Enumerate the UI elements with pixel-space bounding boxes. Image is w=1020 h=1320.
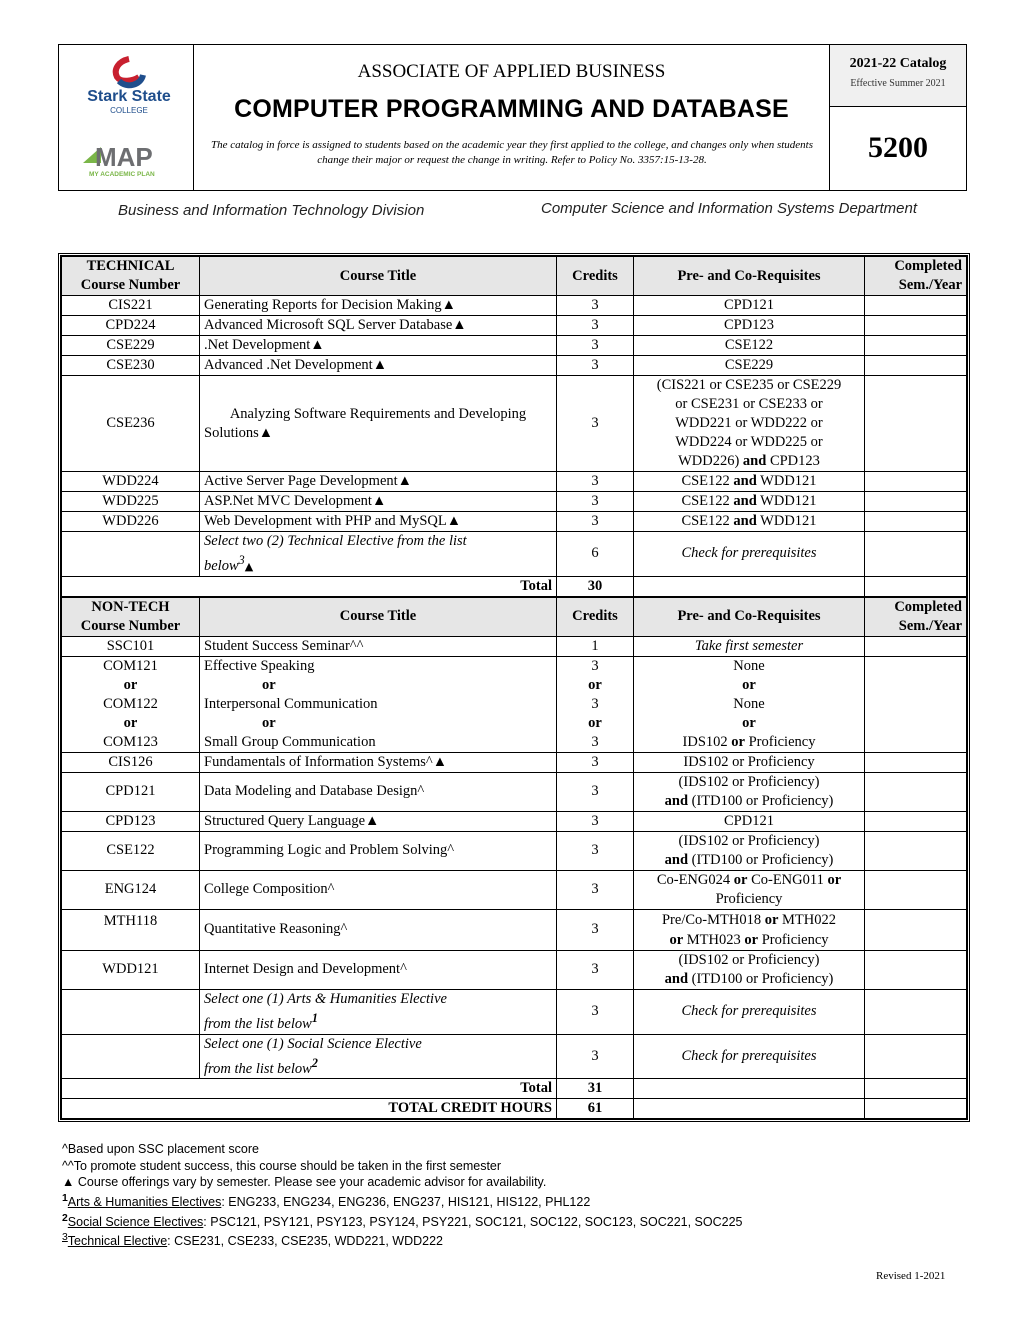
course-credits: 3 xyxy=(557,831,634,870)
prereq-line: (ITD100 or Proficiency) xyxy=(691,851,834,868)
course-number-header: Course Number xyxy=(80,617,181,634)
empty-cell xyxy=(634,1079,865,1099)
course-credits: 3 xyxy=(557,1034,634,1079)
footnote xyxy=(62,1230,962,1250)
prereq-and: and xyxy=(664,851,689,868)
table-row xyxy=(62,1034,967,1079)
nontech-total-row xyxy=(62,1079,967,1099)
total-label: Total xyxy=(62,1079,557,1099)
table-row xyxy=(62,772,967,811)
prereq-part: WDD121 xyxy=(760,493,817,509)
completed-cell[interactable] xyxy=(865,336,967,356)
completed-cell[interactable] xyxy=(865,376,967,472)
course-prereq xyxy=(634,950,865,989)
table-row xyxy=(62,909,967,950)
footnote xyxy=(62,1211,962,1231)
completed-cell[interactable] xyxy=(865,532,967,577)
completed-cell[interactable] xyxy=(865,356,967,376)
completed-cell[interactable] xyxy=(865,752,967,772)
footnote-ref: 3 xyxy=(238,553,245,567)
com-number: COM121 xyxy=(103,657,158,674)
course-credits: 3 xyxy=(557,356,634,376)
course-title xyxy=(200,532,557,577)
elective-line: Select one (1) Social Science Elective xyxy=(204,1035,422,1052)
triangle-icon: ▲ xyxy=(244,559,254,573)
revision-date: Revised 1-2021 xyxy=(876,1270,946,1282)
prereq-part: Co-ENG024 xyxy=(656,871,731,888)
course-prereq: Check for prerequisites xyxy=(634,532,865,577)
program-number: 5200 xyxy=(868,131,928,164)
course-title: Internet Design and Development^ xyxy=(200,950,557,989)
nontech-header-row xyxy=(62,597,967,637)
table-row xyxy=(62,356,967,376)
course-number xyxy=(62,532,200,577)
course-number: WDD225 xyxy=(62,492,200,512)
course-number: CSE229 xyxy=(62,336,200,356)
division-name: Business and Information Technology Division xyxy=(118,202,425,219)
footnote-num: 2 xyxy=(62,1212,68,1224)
footnote: ^^To promote student success, this course should be taken in the first semester xyxy=(62,1158,502,1173)
com-prereq: None xyxy=(733,657,765,674)
course-prereq: CPD121 xyxy=(634,296,865,316)
com-credits: 3 xyxy=(591,695,599,712)
course-title-line: Analyzing Software Requirements and Developing xyxy=(229,405,527,422)
footnote-ref: 1 xyxy=(311,1010,318,1025)
prereq-line: CPD123 xyxy=(769,453,820,469)
or-label: or xyxy=(588,676,602,693)
catalog-policy: The catalog in force is assigned to students based on the academic year they first applied to the college, and changes only when students change their major or request the change in writing. Refer to Policy No. 3357:15-13-28. xyxy=(210,139,814,166)
completed-cell[interactable] xyxy=(865,492,967,512)
course-prereq xyxy=(634,772,865,811)
course-prereq: CPD121 xyxy=(634,811,865,831)
completed-header: Completed xyxy=(894,598,962,615)
course-title: Student Success Seminar^^ xyxy=(200,636,557,656)
empty-cell xyxy=(634,1099,865,1119)
course-title: Structured Query Language▲ xyxy=(200,811,557,831)
footnote-label: Arts & Humanities Electives xyxy=(67,1194,222,1209)
prereq-and: and xyxy=(664,970,689,987)
credits-header: Credits xyxy=(557,597,634,637)
course-credits: 3 xyxy=(557,316,634,336)
course-number: WDD121 xyxy=(62,950,200,989)
or-label: or xyxy=(742,714,756,731)
map-logo xyxy=(81,143,176,179)
course-title xyxy=(200,1034,557,1079)
course-prereq xyxy=(634,472,865,492)
elective-line: Select two (2) Technical Elective from the list xyxy=(204,533,467,549)
or-label: or xyxy=(123,714,138,731)
prereq-line: (ITD100 or Proficiency) xyxy=(691,970,834,987)
course-title xyxy=(200,656,557,752)
total-credits: 31 xyxy=(557,1079,634,1099)
elective-line: from the list below xyxy=(204,1060,312,1077)
course-prereq: Take first semester xyxy=(634,636,865,656)
prereq-line: WDD226) xyxy=(678,453,740,469)
empty-cell xyxy=(865,1079,967,1099)
prereq-part: Pre/Co-MTH018 xyxy=(661,911,762,928)
course-number: CPD121 xyxy=(62,772,200,811)
program-header xyxy=(58,44,967,191)
course-number: CSE230 xyxy=(62,356,200,376)
table-row xyxy=(62,870,967,909)
completed-cell[interactable] xyxy=(865,512,967,532)
course-credits: 1 xyxy=(557,636,634,656)
course-number: WDD226 xyxy=(62,512,200,532)
course-prereq xyxy=(634,831,865,870)
table-row xyxy=(62,752,967,772)
course-title-line: Solutions▲ xyxy=(204,424,274,441)
department-name: Computer Science and Information Systems Department xyxy=(541,200,918,217)
or-label: or xyxy=(262,676,276,693)
prereq-header: Pre- and Co-Requisites xyxy=(634,257,865,296)
table-row xyxy=(62,336,967,356)
college-sub: COLLEGE xyxy=(110,106,148,115)
com-title: Effective Speaking xyxy=(204,657,315,674)
table-row xyxy=(62,316,967,336)
course-credits: 3 xyxy=(557,512,634,532)
footnote-num: 3 xyxy=(62,1232,68,1244)
table-row xyxy=(62,989,967,1034)
technical-total-row xyxy=(62,576,967,597)
course-title: Active Server Page Development▲ xyxy=(200,472,557,492)
prereq-part: Co-ENG011 xyxy=(751,871,824,888)
com-prereq: IDS102 xyxy=(682,733,728,750)
course-title xyxy=(200,989,557,1034)
or-label: or xyxy=(669,931,684,948)
completed-cell[interactable] xyxy=(865,472,967,492)
prereq-line: WDD221 or WDD222 or xyxy=(675,415,823,431)
course-prereq xyxy=(634,870,865,909)
course-title xyxy=(200,376,557,472)
com-prereq: None xyxy=(733,695,765,712)
course-credits: 3 xyxy=(557,870,634,909)
table-row xyxy=(62,376,967,472)
prereq-part: CSE122 xyxy=(681,493,730,509)
or-label: or xyxy=(733,871,748,888)
completed-cell[interactable] xyxy=(865,636,967,656)
course-credits: 3 xyxy=(557,772,634,811)
or-label: or xyxy=(742,676,756,693)
course-title: Quantitative Reasoning^ xyxy=(200,909,557,950)
elective-line: Select one (1) Arts & Humanities Elective xyxy=(204,990,447,1007)
footnote-ref: 2 xyxy=(311,1055,318,1070)
course-prereq: CSE229 xyxy=(634,356,865,376)
com-prereq: Proficiency xyxy=(748,733,816,750)
course-number: CSE122 xyxy=(62,831,200,870)
map-logo-sub: MY ACADEMIC PLAN xyxy=(89,171,155,178)
prereq-and: and xyxy=(733,493,757,509)
logo-panel xyxy=(59,45,194,190)
course-number: CPD224 xyxy=(62,316,200,336)
catalog-year-box xyxy=(829,45,966,107)
table-row xyxy=(62,492,967,512)
course-credits: 3 xyxy=(557,376,634,472)
course-number: CIS221 xyxy=(62,296,200,316)
prereq-and: and xyxy=(733,513,757,529)
prereq-part: MTH023 xyxy=(686,931,741,948)
sem-year-header: Sem./Year xyxy=(898,617,962,634)
course-credits: 3 xyxy=(557,950,634,989)
course-prereq xyxy=(634,656,865,752)
prereq-part: Proficiency xyxy=(715,890,783,907)
prereq-part: WDD121 xyxy=(760,513,817,529)
grand-total-row xyxy=(62,1099,967,1119)
course-credits: 6 xyxy=(557,532,634,577)
prereq-part: WDD121 xyxy=(760,473,817,489)
grand-total-label: TOTAL CREDIT HOURS xyxy=(62,1099,557,1119)
com-title: Small Group Communication xyxy=(204,733,376,750)
course-title: College Composition^ xyxy=(200,870,557,909)
footnote xyxy=(62,1191,962,1211)
course-number: SSC101 xyxy=(62,636,200,656)
course-number: WDD224 xyxy=(62,472,200,492)
course-prereq: Check for prerequisites xyxy=(634,1034,865,1079)
course-number: CSE236 xyxy=(62,376,200,472)
effective-date: Effective Summer 2021 xyxy=(850,78,946,89)
or-label: or xyxy=(764,911,779,928)
or-label: or xyxy=(744,931,759,948)
course-title: Advanced .Net Development▲ xyxy=(200,356,557,376)
course-table xyxy=(58,253,970,1122)
completed-cell[interactable] xyxy=(865,831,967,870)
prereq-part: MTH022 xyxy=(782,911,836,928)
course-title: Programming Logic and Problem Solving^ xyxy=(200,831,557,870)
course-number: CIS126 xyxy=(62,752,200,772)
table-row xyxy=(62,532,967,577)
sem-year-header: Sem./Year xyxy=(898,277,962,293)
course-title: Web Development with PHP and MySQL▲ xyxy=(200,512,557,532)
prereq-line: or CSE231 or CSE233 or xyxy=(675,396,823,412)
footnote: ▲ Course offerings vary by semester. Please see your academic advisor for availability. xyxy=(62,1175,547,1190)
course-title-header: Course Title xyxy=(200,597,557,637)
empty-cell xyxy=(634,576,865,597)
completed-cell[interactable] xyxy=(865,950,967,989)
degree-title: ASSOCIATE OF APPLIED BUSINESS xyxy=(357,61,666,82)
com-title: Interpersonal Communication xyxy=(204,695,378,712)
com-number: COM122 xyxy=(103,695,158,712)
footnote-list: : CSE231, CSE233, CSE235, WDD221, WDD222 xyxy=(167,1234,443,1249)
completed-cell[interactable] xyxy=(865,296,967,316)
com-credits: 3 xyxy=(591,733,599,750)
completed-header: Completed xyxy=(894,258,962,274)
prereq-line: (ITD100 or Proficiency) xyxy=(691,792,834,809)
prereq-part: CSE122 xyxy=(681,473,730,489)
or-label: or xyxy=(827,871,842,888)
table-row xyxy=(62,512,967,532)
course-credits: 3 xyxy=(557,811,634,831)
or-label: or xyxy=(123,676,138,693)
credits-header: Credits xyxy=(557,257,634,296)
course-title: Advanced Microsoft SQL Server Database▲ xyxy=(200,316,557,336)
prereq-line: (CIS221 or CSE235 or CSE229 xyxy=(656,377,842,393)
completed-cell[interactable] xyxy=(865,909,967,950)
table-row xyxy=(62,296,967,316)
table-row xyxy=(62,831,967,870)
completed-cell[interactable] xyxy=(865,772,967,811)
course-prereq xyxy=(634,909,865,950)
course-number: ENG124 xyxy=(62,870,200,909)
course-credits: 3 xyxy=(557,752,634,772)
table-row xyxy=(62,656,967,752)
prereq-and: and xyxy=(664,792,689,809)
empty-cell xyxy=(865,1099,967,1119)
footnote-num: 1 xyxy=(62,1192,68,1204)
course-title: Fundamentals of Information Systems^▲ xyxy=(200,752,557,772)
course-title: .Net Development▲ xyxy=(200,336,557,356)
prereq-part: Proficiency xyxy=(761,931,829,948)
completed-cell[interactable] xyxy=(865,989,967,1034)
course-title: ASP.Net MVC Development▲ xyxy=(200,492,557,512)
or-label: or xyxy=(588,714,602,731)
completed-cell[interactable] xyxy=(865,656,967,752)
stark-state-logo xyxy=(79,55,179,117)
table-row xyxy=(62,950,967,989)
nontech-label: NON-TECH xyxy=(91,598,170,615)
footnotes xyxy=(62,1141,962,1250)
course-title: Generating Reports for Decision Making▲ xyxy=(200,296,557,316)
course-title: Data Modeling and Database Design^ xyxy=(200,772,557,811)
program-number-box xyxy=(829,107,966,190)
course-number: CPD123 xyxy=(62,811,200,831)
course-prereq: CPD123 xyxy=(634,316,865,336)
college-name: Stark State xyxy=(87,88,171,105)
program-title: COMPUTER PROGRAMMING AND DATABASE xyxy=(234,95,789,123)
prereq-part: CSE122 xyxy=(681,513,730,529)
course-credits xyxy=(557,656,634,752)
course-credits: 3 xyxy=(557,492,634,512)
prereq-line: WDD224 or WDD225 or xyxy=(675,434,823,450)
catalog-year: 2021-22 Catalog xyxy=(849,56,947,71)
completed-cell[interactable] xyxy=(865,811,967,831)
course-number: MTH118 xyxy=(62,909,200,950)
course-number-header: Course Number xyxy=(80,277,181,293)
or-label: or xyxy=(262,714,276,731)
com-number: COM123 xyxy=(103,733,158,750)
prereq-line: (IDS102 or Proficiency) xyxy=(678,951,820,968)
completed-cell[interactable] xyxy=(865,316,967,336)
footnote-label: Social Science Electives xyxy=(67,1214,204,1229)
course-prereq: Check for prerequisites xyxy=(634,989,865,1034)
prereq-line: (IDS102 or Proficiency) xyxy=(678,832,820,849)
footnote-list: : PSC121, PSY121, PSY123, PSY124, PSY221, SOC121, SOC122, SOC123, SOC221, SOC225 xyxy=(203,1214,743,1229)
footnote-list: : ENG233, ENG234, ENG236, ENG237, HIS121, HIS122, PHL122 xyxy=(221,1194,591,1209)
elective-line: below xyxy=(204,557,239,574)
completed-cell[interactable] xyxy=(865,1034,967,1079)
prereq-and: and xyxy=(742,453,767,469)
course-credits: 3 xyxy=(557,472,634,492)
com-credits: 3 xyxy=(591,657,599,674)
course-credits: 3 xyxy=(557,336,634,356)
empty-cell xyxy=(865,576,967,597)
technical-header-row xyxy=(62,257,967,296)
table-row xyxy=(62,636,967,656)
course-number xyxy=(62,1034,200,1079)
completed-cell[interactable] xyxy=(865,870,967,909)
map-logo-text: MAP xyxy=(95,143,153,172)
total-label: Total xyxy=(62,576,557,597)
course-credits: 3 xyxy=(557,909,634,950)
elective-line: from the list below xyxy=(204,1015,312,1032)
course-number xyxy=(62,989,200,1034)
course-title-header: Course Title xyxy=(200,257,557,296)
grand-total-credits: 61 xyxy=(557,1099,634,1119)
course-credits: 3 xyxy=(557,989,634,1034)
technical-label: TECHNICAL xyxy=(86,258,175,274)
course-credits: 3 xyxy=(557,296,634,316)
course-number xyxy=(62,656,200,752)
course-prereq xyxy=(634,512,865,532)
prereq-line: (IDS102 or Proficiency) xyxy=(678,773,820,790)
prereq-header: Pre- and Co-Requisites xyxy=(634,597,865,637)
or-label: or xyxy=(731,733,745,750)
total-credits: 30 xyxy=(557,576,634,597)
course-prereq: CSE122 xyxy=(634,336,865,356)
footnote: ^Based upon SSC placement score xyxy=(62,1142,259,1156)
course-prereq xyxy=(634,492,865,512)
table-row xyxy=(62,811,967,831)
course-prereq: IDS102 or Proficiency xyxy=(634,752,865,772)
table-row xyxy=(62,472,967,492)
prereq-and: and xyxy=(733,473,757,489)
course-prereq xyxy=(634,376,865,472)
footnote-label: Technical Elective xyxy=(67,1234,168,1249)
